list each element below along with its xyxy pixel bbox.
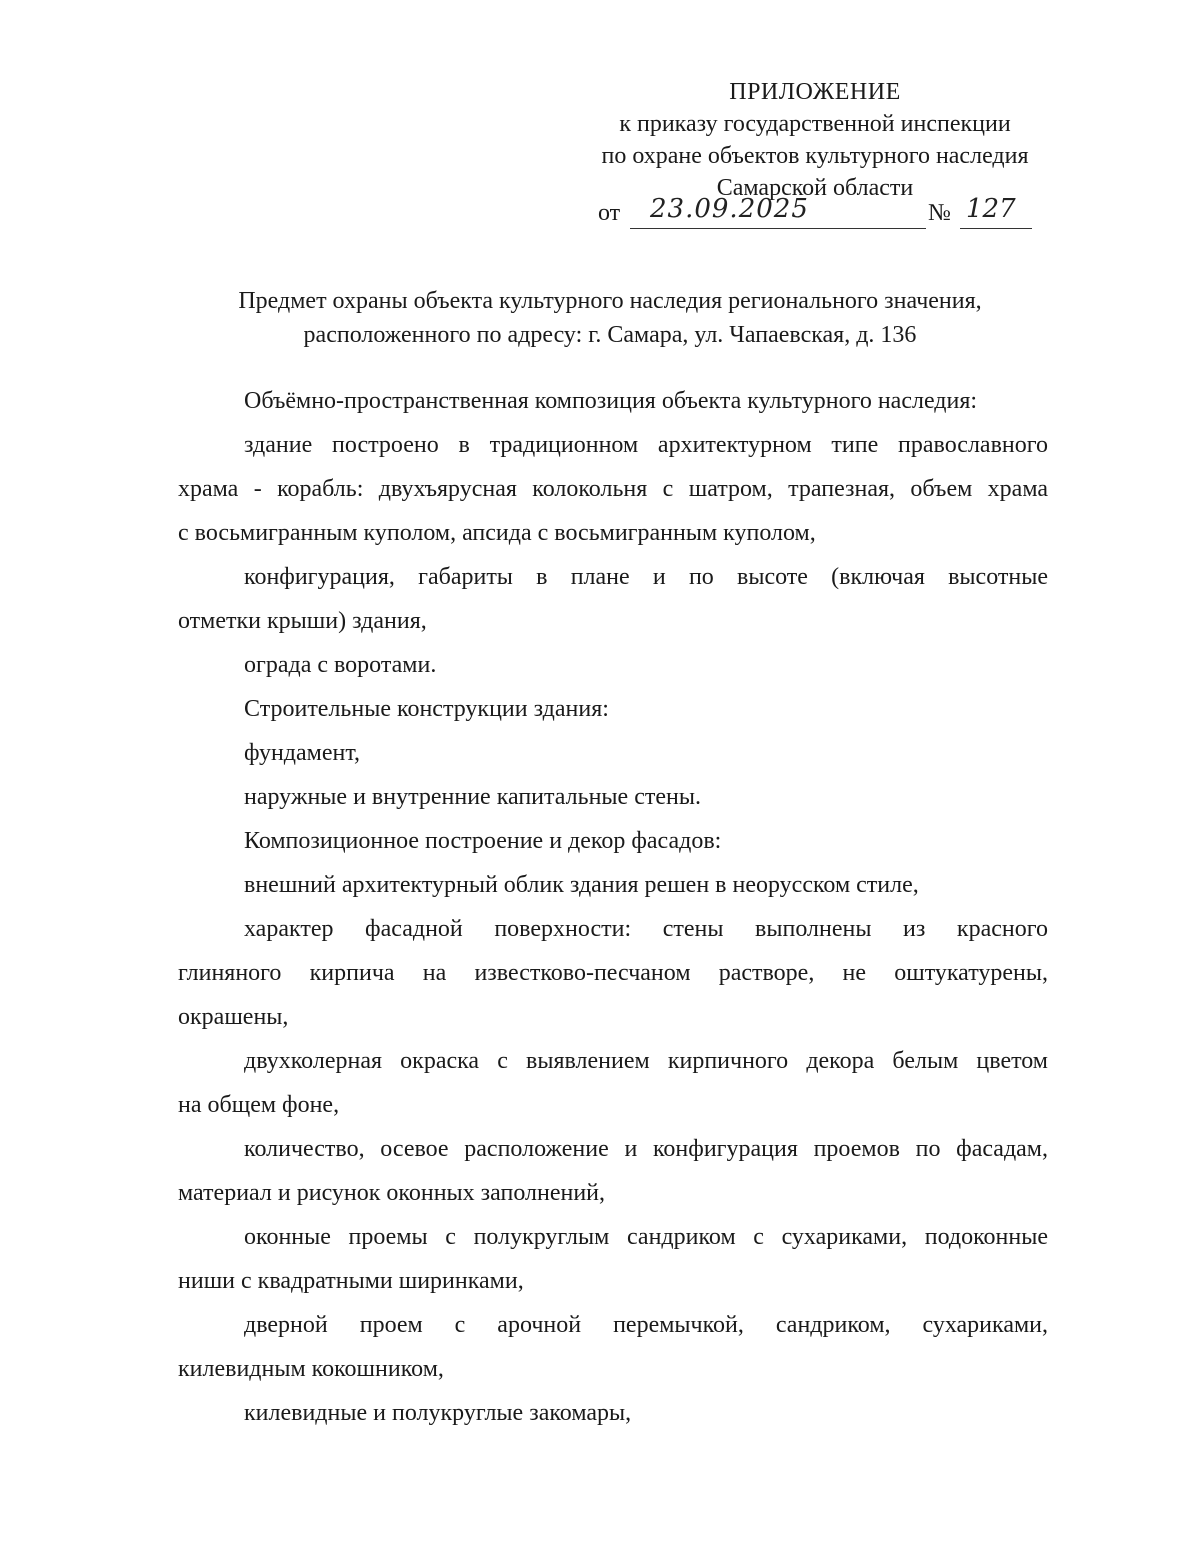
- paragraph-line: наружные и внутренние капитальные стены.: [244, 784, 701, 810]
- appendix-title: ПРИЛОЖЕНИЕ: [729, 79, 901, 105]
- body-paragraph: [178, 1132, 1048, 1220]
- document-title: [150, 284, 1070, 352]
- paragraph-line: храма - корабль: двухъярусная колокольня с шатром, трапезная, объем храма: [178, 476, 1048, 502]
- appendix-header: [560, 76, 1070, 204]
- body-paragraph: [178, 868, 1048, 912]
- paragraph-line: ограда с воротами.: [244, 652, 437, 678]
- paragraph-line: здание построено в традиционном архитектурном типе православного: [244, 432, 1048, 458]
- body-paragraph: [178, 692, 1048, 736]
- appendix-line-3: Самарской области: [716, 175, 914, 201]
- title-line-1: Предмет охраны объекта культурного наследия регионального значения,: [238, 288, 982, 314]
- paragraph-line: с восьмигранным куполом, апсида с восьмигранным куполом,: [178, 520, 816, 546]
- body-paragraph: [178, 912, 1048, 1044]
- paragraph-line: ниши с квадратными ширинками,: [178, 1268, 524, 1294]
- body-paragraph: [178, 560, 1048, 648]
- body-paragraph: [178, 428, 1048, 560]
- paragraph-line: на общем фоне,: [178, 1092, 340, 1118]
- body-paragraph: [178, 1396, 1048, 1440]
- appendix-line-2: по охране объектов культурного наследия: [601, 143, 1029, 169]
- document-body: [178, 384, 1048, 1440]
- handwritten-date: 23.09.2025: [650, 194, 809, 224]
- body-paragraph: [178, 1308, 1048, 1396]
- paragraph-line: килевидным кокошником,: [178, 1356, 444, 1382]
- date-field: [630, 194, 926, 229]
- order-reference: [598, 194, 1038, 234]
- from-label: от: [598, 200, 621, 226]
- handwritten-number: 127: [966, 194, 1016, 224]
- body-paragraph: [178, 1220, 1048, 1308]
- paragraph-line: глиняного кирпича на известково-песчаном растворе, не оштукатурены,: [178, 960, 1048, 986]
- paragraph-line: фундамент,: [244, 740, 361, 766]
- paragraph-line: оконные проемы с полукруглым сандриком с сухариками, подоконные: [244, 1224, 1048, 1250]
- number-field: [960, 194, 1032, 229]
- paragraph-line: внешний архитектурный облик здания решен в неорусском стиле,: [244, 872, 919, 898]
- paragraph-line: материал и рисунок оконных заполнений,: [178, 1180, 606, 1206]
- body-paragraph: [178, 780, 1048, 824]
- body-paragraph: [178, 1044, 1048, 1132]
- body-paragraph: [178, 648, 1048, 692]
- body-paragraph: [178, 736, 1048, 780]
- paragraph-line: двухколерная окраска с выявлением кирпичного декора белым цветом: [244, 1048, 1048, 1074]
- paragraph-line: дверной проем с арочной перемычкой, сандриком, сухариками,: [244, 1312, 1048, 1338]
- paragraph-line: количество, осевое расположение и конфигурация проемов по фасадам,: [244, 1136, 1048, 1162]
- paragraph-line: килевидные и полукруглые закомары,: [244, 1400, 632, 1426]
- paragraph-line: Композиционное построение и декор фасадов:: [244, 828, 722, 854]
- number-label: №: [928, 200, 951, 226]
- paragraph-line: конфигурация, габариты в плане и по высоте (включая высотные: [244, 564, 1048, 590]
- paragraph-line: Объёмно-пространственная композиция объекта культурного наследия:: [244, 388, 978, 414]
- paragraph-line: окрашены,: [178, 1004, 289, 1030]
- paragraph-line: Строительные конструкции здания:: [244, 696, 609, 722]
- body-paragraph: [178, 384, 1048, 428]
- appendix-line-1: к приказу государственной инспекции: [619, 111, 1011, 137]
- paragraph-line: характер фасадной поверхности: стены выполнены из красного: [244, 916, 1048, 942]
- title-line-2: расположенного по адресу: г. Самара, ул. Чапаевская, д. 136: [303, 322, 917, 348]
- body-paragraph: [178, 824, 1048, 868]
- paragraph-line: отметки крыши) здания,: [178, 608, 427, 634]
